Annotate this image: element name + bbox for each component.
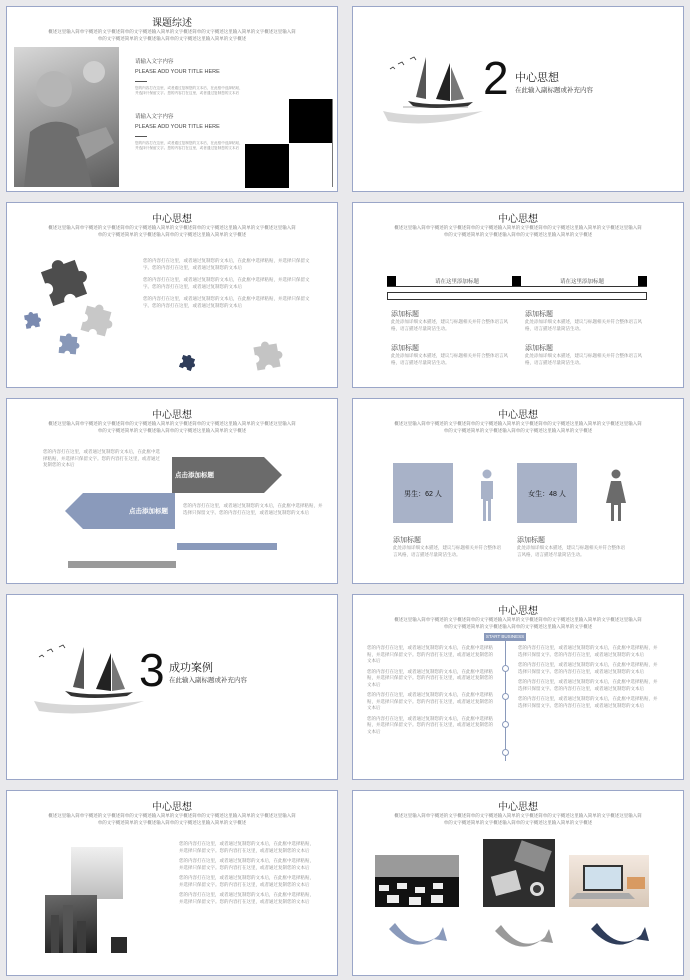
item-heading: 添加标题 (517, 537, 545, 544)
slide-description: 概述这里输入简单字概述的文字概述简单的文字概述输入简单的文字概述简单的文字概述这里输入简单的文字概述这里输入简单的文字概述简单的文字概述输入简单的文字概述这里输入简单的文字概述 (394, 421, 642, 433)
item-heading: 添加标题 (393, 537, 421, 544)
paragraph: 您的内容打在这里，或者通过复制您的文本后，在此框中选择粘贴，并选择只保留文字。您的内容打在这里，或者通过复制您的文本后 (518, 645, 658, 657)
slide-1[interactable] (6, 6, 338, 192)
curved-arrow-navy (587, 921, 651, 953)
arrow-right-label: 点击添加标题 (175, 472, 214, 479)
slide-5[interactable] (6, 398, 338, 584)
checkered-road-photo (375, 855, 459, 907)
paragraph: 您的内容打在这里，或者通过复制您的文本后，在此框中选择粘贴，并选择只保留文字。您的内容打在这里，或者通过复制您的文本后 (367, 668, 493, 687)
timeline-track (387, 292, 647, 300)
accent-bar (177, 543, 277, 550)
paragraph: 您的内容打在这里，或者通过复制您的文本后，在此框中选择粘贴，并选择只保留文字。您的内容打在这里，或者通过复制您的文本后 (179, 892, 314, 904)
section-number: 3 (139, 644, 165, 696)
text-item (391, 309, 511, 332)
text-column (143, 258, 313, 309)
section-divider (135, 81, 147, 82)
item-heading: 添加标题 (525, 345, 553, 352)
section-text: 您的内容打在这里，或者通过复制您的文本后，在此框中选择粘贴，并选择只保留文字。您的内容打在这里，或者通过复制您的文本后 (135, 86, 243, 95)
paragraph: 您的内容打在这里，或者通过复制您的文本后，在此框中选择粘贴，并选择只保留文字。您的内容打在这里，或者通过复制您的文本后 (179, 841, 314, 853)
timeline-label: 请在这里添加标题 (434, 279, 479, 285)
slide-2[interactable] (352, 6, 684, 192)
item-text: 此处添加详细文本描述，建议与标题相关并符合整体语言风格，语言描述尽量简洁生动。 (391, 319, 508, 331)
section-divider (135, 136, 147, 137)
female-stat-label: 女生：48 人 (528, 491, 566, 498)
text-item (525, 309, 645, 332)
slide-description: 概述这里输入简单字概述的文字概述简单的文字概述输入简单的文字概述简单的文字概述这里输入简单的文字概述这里输入简单的文字概述简单的文字概述输入简单的文字概述这里输入简单的文字概述 (394, 617, 642, 629)
male-stat-label: 男生：62 人 (404, 491, 442, 498)
paragraph: 您的内容打在这里，或者通过复制您的文本后，在此框中选择粘贴，并选择只保留文字。您的内容打在这里，或者通过复制您的文本后 (143, 296, 310, 308)
section-subheading: PLEASE ADD YOUR TITLE HERE (135, 69, 220, 75)
section-heading: 请输入文字内容 (135, 59, 174, 65)
section-subtitle: 在此输入副标题或补充内容 (169, 677, 247, 684)
timeline-bar (387, 276, 647, 300)
text-item (517, 535, 627, 558)
female-stat-box (517, 463, 577, 523)
sailboat-ink-illustration (378, 49, 488, 129)
building-photo (45, 895, 97, 953)
section-1 (135, 57, 245, 96)
paragraph: 您的内容打在这里，或者通过复制您的文本后，在此框中选择粘贴，并选择只保留文字。您的内容打在这里，或者通过复制您的文本后 (518, 679, 658, 691)
timeline-node (502, 749, 509, 756)
arrow-left-label: 点击添加标题 (129, 508, 168, 515)
slide-title: 中心思想 (152, 410, 192, 421)
item-text: 此处添加详细文本描述，建议与标题相关并符合整体语言风格，语言描述尽量简洁生动。 (391, 353, 508, 365)
puzzle-pieces-illustration (12, 253, 142, 383)
item-heading: 添加标题 (391, 311, 419, 318)
slide-9[interactable] (6, 790, 338, 976)
male-figure-icon (479, 469, 495, 523)
slide-description: 概述这里输入简单字概述的文字概述简单的文字概述输入简单的文字概述简单的文字概述这里输入简单的文字概述这里输入简单的文字概述简单的文字概述输入简单的文字概述这里输入简单的文字概述 (48, 813, 296, 825)
slide-10[interactable] (352, 790, 684, 976)
sky-photo (71, 847, 123, 899)
timeline-badge: START BUSINESS (485, 634, 525, 639)
item-heading: 添加标题 (391, 345, 419, 352)
paragraph: 您的内容打在这里，或者通过复制您的文本后，在此框中选择粘贴，并选择只保留文字。您的内容打在这里，或者通过复制您的文本后 (367, 715, 493, 734)
laptop-photo (569, 855, 649, 907)
timeline-node (502, 721, 509, 728)
section-2 (135, 112, 245, 151)
paragraph: 您的内容打在这里，或者通过复制您的文本后，在此框中选择粘贴，并选择只保留文字。您的内容打在这里，或者通过复制您的文本后 (179, 875, 314, 887)
timeline-line (387, 286, 647, 287)
timeline-node (502, 693, 509, 700)
left-text-column (367, 645, 497, 735)
slide-title: 中心思想 (152, 214, 192, 225)
black-square (111, 937, 127, 953)
slide-title: 中心思想 (498, 214, 538, 225)
slide-description: 概述这里输入简单字概述的文字概述简单的文字概述输入简单的文字概述简单的文字概述这里输入简单的文字概述这里输入简单的文字概述简单的文字概述输入简单的文字概述这里输入简单的文字概述 (394, 813, 642, 825)
timeline-label: 请在这里添加标题 (559, 279, 604, 285)
slide-description: 概述这里输入简单字概述的文字概述简单的文字概述输入简单的文字概述简单的文字概述这里输入简单的文字概述这里输入简单的文字概述简单的文字概述输入简单的文字概述这里输入简单的文字概述 (48, 29, 296, 41)
slide-title: 中心思想 (498, 802, 538, 813)
item-text: 此处添加详细文本描述，建议与标题相关并符合整体语言风格，语言描述尽量简洁生动。 (517, 545, 625, 557)
slide-description: 概述这里输入简单字概述的文字概述简单的文字概述输入简单的文字概述简单的文字概述这里输入简单的文字概述这里输入简单的文字概述简单的文字概述输入简单的文字概述这里输入简单的文字概述 (48, 225, 296, 237)
slide-6[interactable] (352, 398, 684, 584)
section-title: 成功案例 (169, 662, 213, 674)
paragraph: 您的内容打在这里，或者通过复制您的文本后，在此框中选择粘贴，并选择只保留文字。您的内容打在这里，或者通过复制您的文本后 (367, 692, 493, 710)
slide-4[interactable] (352, 202, 684, 388)
slide-title: 中心思想 (152, 802, 192, 813)
female-figure-icon (605, 469, 627, 523)
section-text: 您的内容打在这里，或者通过复制您的文本后，在此框中选择粘贴，并选择只保留文字。您的内容打在这里，或者通过复制您的文本后 (135, 141, 243, 150)
paragraph: 您的内容打在这里，或者通过复制您的文本后，在此框中选择粘贴，并选择只保留文字。您的内容打在这里，或者通过复制您的文本后 (179, 858, 314, 870)
text-column (179, 841, 314, 905)
item-heading: 添加标题 (525, 311, 553, 318)
slide-title: 中心思想 (498, 410, 538, 421)
slide-title: 中心思想 (498, 606, 538, 617)
text-item (525, 343, 645, 366)
slide-7[interactable] (6, 594, 338, 780)
gray-bar (68, 561, 176, 568)
paragraph: 您的内容打在这里，或者通过复制您的文本后，在此框中选择粘贴，并选择只保留文字。您的内容打在这里，或者通过复制您的文本后 (43, 449, 160, 467)
black-square-top (289, 99, 333, 143)
small-puzzle-pieces (172, 333, 292, 383)
paragraph: 您的内容打在这里，或者通过复制您的文本后，在此框中选择粘贴，并选择只保留文字。您的内容打在这里，或者通过复制您的文本后 (518, 696, 658, 708)
male-stat-box (393, 463, 453, 523)
item-text: 此处添加详细文本描述，建议与标题相关并符合整体语言风格，语言描述尽量简洁生动。 (525, 319, 642, 331)
section-heading: 请输入文字内容 (135, 114, 174, 120)
item-text: 此处添加详细文本描述，建议与标题相关并符合整体语言风格，语言描述尽量简洁生动。 (525, 353, 642, 365)
slide-description: 概述这里输入简单字概述的文字概述简单的文字概述输入简单的文字概述简单的文字概述这里输入简单的文字概述这里输入简单的文字概述简单的文字概述输入简单的文字概述这里输入简单的文字概述 (48, 421, 296, 433)
black-square-bottom (245, 144, 289, 188)
paragraph: 您的内容打在这里，或者通过复制您的文本后，在此框中选择粘贴，并选择只保留文字。您的内容打在这里，或者通过复制您的文本后 (367, 645, 493, 663)
paragraph: 您的内容打在这里，或者通过复制您的文本后，在此框中选择粘贴，并选择只保留文字。您的内容打在这里，或者通过复制您的文本后 (143, 258, 310, 270)
slide-8[interactable] (352, 594, 684, 780)
slide-description: 概述这里输入简单字概述的文字概述简单的文字概述输入简单的文字概述简单的文字概述这里输入简单的文字概述这里输入简单的文字概述简单的文字概述输入简单的文字概述这里输入简单的文字概述 (394, 225, 642, 237)
slide-3[interactable] (6, 202, 338, 388)
sailboat-ink-illustration (29, 639, 149, 719)
thin-vertical-line (332, 99, 333, 187)
curved-arrow-gray (491, 923, 555, 955)
text-item (393, 535, 503, 558)
right-text-column (518, 645, 658, 709)
section-title: 中心思想 (515, 72, 559, 84)
text-item (391, 343, 511, 366)
paragraph: 您的内容打在这里，或者通过复制您的文本后，在此框中选择粘贴，并选择只保留文字。您的内容打在这里，或者通过复制您的文本后 (183, 503, 323, 515)
section-subheading: PLEASE ADD YOUR TITLE HERE (135, 124, 220, 130)
timeline-vertical-line (505, 641, 506, 761)
item-text: 此处添加详细文本描述，建议与标题相关并符合整体语言风格，语言描述尽量简洁生动。 (393, 545, 501, 557)
slide-title: 课题综述 (152, 18, 192, 29)
businessman-photo (14, 47, 119, 187)
paragraph: 您的内容打在这里，或者通过复制您的文本后，在此框中选择粘贴，并选择只保留文字。您的内容打在这里，或者通过复制您的文本后 (143, 277, 310, 289)
curved-arrow-accent (385, 921, 449, 953)
timeline-node (502, 665, 509, 672)
section-subtitle: 在此输入副标题或补充内容 (515, 87, 593, 94)
desk-laptop-photo (483, 839, 555, 907)
paragraph: 您的内容打在这里，或者通过复制您的文本后，在此框中选择粘贴，并选择只保留文字。您的内容打在这里，或者通过复制您的文本后 (518, 662, 658, 674)
section-number: 2 (483, 52, 509, 104)
